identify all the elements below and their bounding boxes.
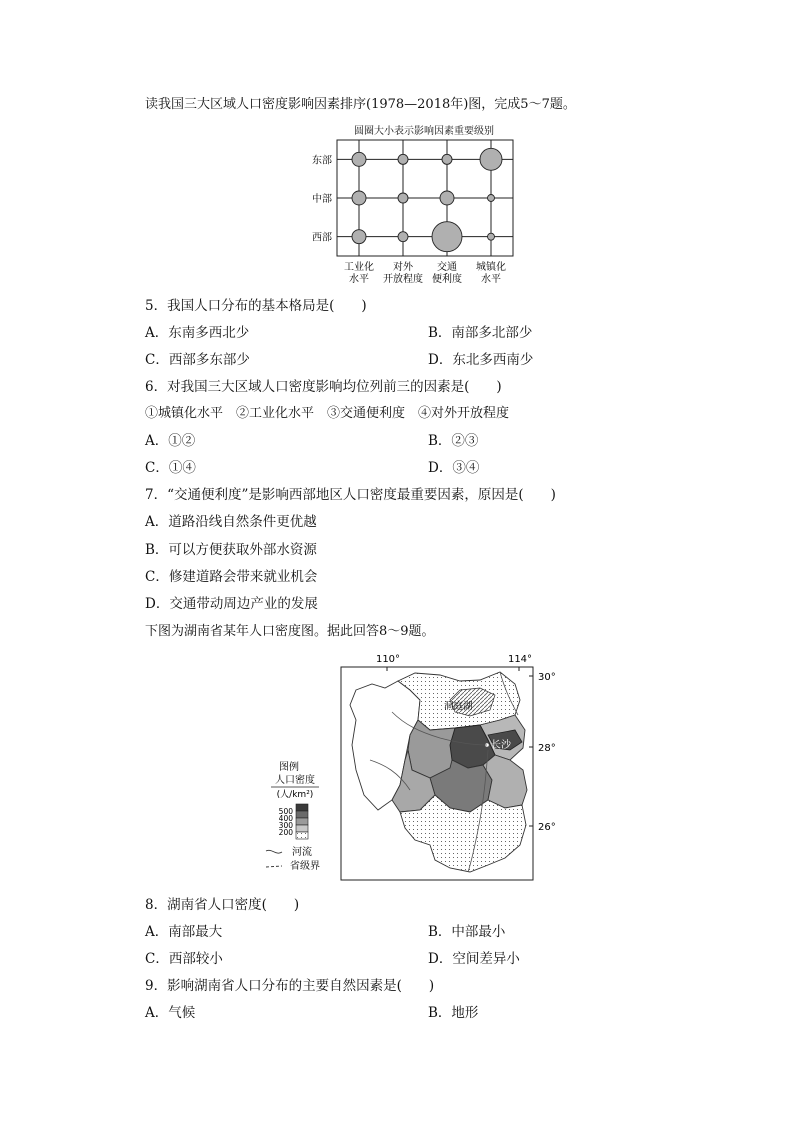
column-label: 交通 — [437, 262, 457, 273]
legend-swatch — [296, 811, 308, 818]
intro-text-1: 读我国三大区域人口密度影响因素排序(1978—2018年)图，完成5～7题。 — [145, 97, 576, 112]
lon-110-label: 110° — [375, 654, 401, 665]
column-label: 对外 — [393, 262, 413, 273]
legend-swatch — [296, 825, 308, 832]
q6-stem: 6．对我国三大区域人口密度影响均位列前三的因素是( ) — [145, 379, 502, 395]
q9-stem: 9．影响湖南省人口分布的主要自然因素是( ) — [145, 978, 435, 994]
lat-30-label: 30° — [538, 672, 556, 683]
bubble-东部-1 — [398, 154, 408, 164]
row-label: 东部 — [312, 155, 332, 167]
q8-option-b[interactable]: B．中部最小 — [428, 924, 506, 940]
bubble-中部-2 — [440, 191, 454, 205]
legend-value: 500 — [278, 807, 293, 816]
changsha-label: 长沙 — [491, 740, 511, 751]
q6-option-b[interactable]: B．②③ — [428, 433, 479, 449]
bubble-中部-0 — [352, 191, 366, 205]
q7-option-b[interactable]: B．可以方便获取外部水资源 — [145, 542, 317, 558]
bubble-东部-2 — [442, 154, 452, 164]
q5-option-b[interactable]: B．南部多北部少 — [428, 325, 533, 341]
bubble-东部-0 — [352, 152, 366, 166]
column-label: 便利度 — [432, 274, 462, 285]
column-label: 工业化 — [344, 262, 374, 273]
q8-option-c[interactable]: C．西部较小 — [145, 951, 223, 967]
bubble-中部-3 — [488, 195, 495, 202]
q5-stem: 5．我国人口分布的基本格局是( ) — [145, 298, 367, 314]
q8-option-a[interactable]: A．南部最大 — [145, 924, 223, 940]
legend-scale — [279, 804, 308, 839]
hunan-density-map — [0, 645, 794, 895]
legend-unit: (人/km²) — [276, 790, 314, 800]
lon-114-label: 114° — [507, 654, 533, 665]
q5-option-a[interactable]: A．东南多西北少 — [145, 325, 250, 341]
q7-option-c[interactable]: C．修建道路会带来就业机会 — [145, 569, 318, 585]
legend-value: 200 — [278, 828, 293, 837]
q7-stem: 7．“交通便利度”是影响西部地区人口密度最重要因素，原因是( ) — [145, 487, 556, 503]
intro-text-2: 下图为湖南省某年人口密度图。据此回答8～9题。 — [145, 624, 435, 639]
bubble-西部-3 — [488, 233, 495, 240]
column-label: 城镇化 — [476, 262, 506, 273]
dongting-lake-label: 洞庭湖 — [444, 701, 473, 712]
legend-swatch — [296, 804, 308, 811]
legend-swatch — [296, 818, 308, 825]
bubble-中部-1 — [398, 193, 408, 203]
q7-option-a[interactable]: A．道路沿线自然条件更优越 — [145, 514, 317, 530]
legend-value: 400 — [278, 814, 293, 823]
q6-option-c[interactable]: C．①④ — [145, 460, 196, 476]
legend-river-label: 河流 — [292, 847, 312, 858]
q6-option-a[interactable]: A．①② — [145, 433, 196, 449]
q5-option-d[interactable]: D．东北多西南少 — [428, 352, 534, 368]
legend-swatch — [296, 832, 308, 839]
factor-bubble-chart — [0, 0, 794, 300]
legend-boundary-icon — [266, 866, 282, 867]
lat-28-label: 28° — [538, 743, 556, 754]
q8-option-d[interactable]: D．空间差异小 — [428, 951, 520, 967]
legend-river-icon — [266, 850, 282, 853]
bubble-西部-2 — [432, 222, 462, 252]
q5-option-c[interactable]: C．西部多东部少 — [145, 352, 250, 368]
column-label: 开放程度 — [383, 274, 423, 285]
bubble-东部-3 — [480, 148, 502, 170]
chart-title: 圆圈大小表示影响因素重要级别 — [354, 126, 494, 137]
legend-title: 图例 — [279, 762, 299, 773]
legend-subtitle: 人口密度 — [275, 775, 315, 786]
legend-boundary-label: 省级界 — [290, 861, 320, 872]
row-label: 西部 — [312, 232, 332, 244]
column-label: 水平 — [349, 274, 369, 285]
q6-option-d[interactable]: D．③④ — [428, 460, 480, 476]
q9-option-a[interactable]: A．气候 — [145, 1005, 196, 1021]
q8-stem: 8．湖南省人口密度( ) — [145, 897, 300, 913]
q9-option-b[interactable]: B．地形 — [428, 1005, 479, 1021]
lat-26-label: 26° — [538, 822, 556, 833]
column-label: 水平 — [481, 274, 501, 285]
bubble-西部-1 — [398, 232, 408, 242]
q6-items: ①城镇化水平 ②工业化水平 ③交通便利度 ④对外开放程度 — [145, 406, 510, 421]
bubble-西部-0 — [352, 230, 366, 244]
legend-value: 300 — [278, 821, 293, 830]
q7-option-d[interactable]: D．交通带动周边产业的发展 — [145, 596, 318, 612]
row-label: 中部 — [312, 194, 332, 206]
